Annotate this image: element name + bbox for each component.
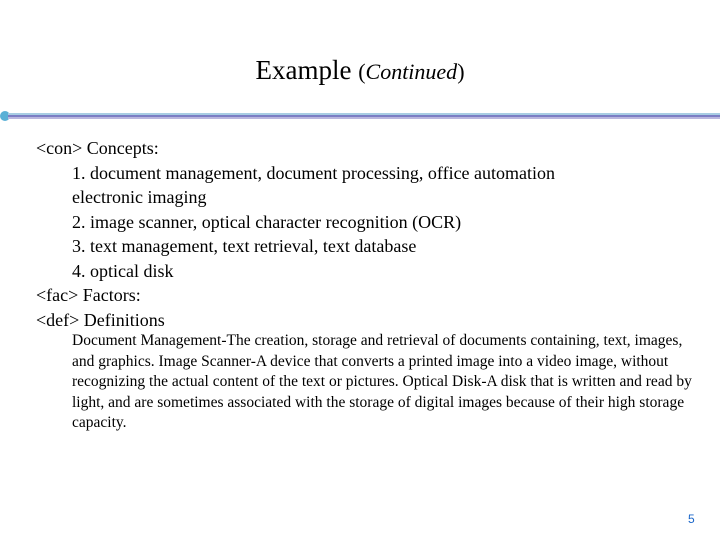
concept-list (36, 136, 706, 332)
page-number: 5 (688, 512, 695, 526)
list-item-definitions: <def> Definitions (36, 309, 165, 330)
title-subtitle: (Continued) (358, 59, 465, 84)
slide-title (0, 52, 720, 90)
list-item: electronic imaging (72, 187, 207, 207)
list-item: 4. optical disk (72, 260, 174, 281)
list-item: 1. document management, document processing, office automation (72, 162, 556, 183)
title-main: Example (255, 55, 352, 85)
list-item-factors: <fac> Factors: (36, 285, 141, 305)
list-item-concepts: <con> Concepts: (36, 138, 159, 158)
definitions-paragraph: Document Management-The creation, storage and retrieval of documents containing, text, images, and graphics. Image Scanner-A device that converts a printed image into a video image, without recognizing the actual content of the text or pictures. Optical Disk-A disk that is written and read by light, and are sometimes associated with the storage of digital images because of their high storage capacity. (72, 332, 692, 432)
list-item: 3. text management, text retrieval, text database (72, 236, 417, 256)
list-item: 2. image scanner, optical character recognition (OCR) (72, 211, 462, 232)
title-divider (0, 111, 720, 121)
divider-band (8, 113, 720, 119)
